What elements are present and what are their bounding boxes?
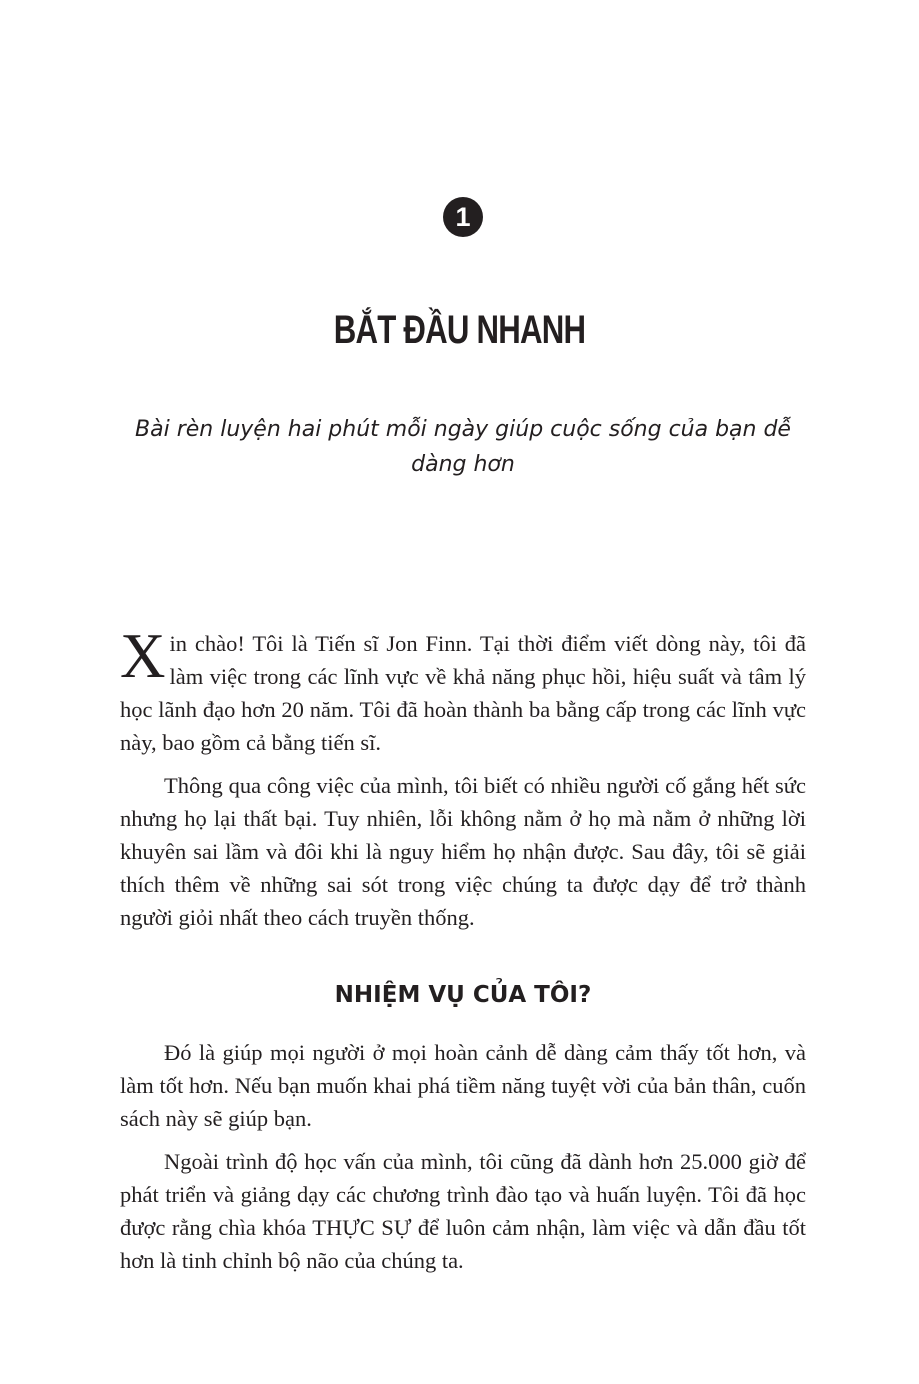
section-heading: NHIỆM VỤ CỦA TÔI? (334, 982, 592, 1008)
section-paragraph-2: Ngoài trình độ học vấn của mình, tôi cũng đã dành hơn 25.000 giờ để phát triển và giảng dạy các chương trình đào tạo và huấn luyện. Tôi đã học được rằng chìa khóa THỰC SỰ để luôn cảm nhận, làm việc và dẫn đầu tốt hơn là tinh chỉnh bộ não của chúng ta. (120, 1149, 806, 1273)
chapter-subtitle: Bài rèn luyện hai phút mỗi ngày giúp cuộc sống của bạn dễ dàng hơn (135, 417, 791, 477)
intro-paragraph-1 (120, 621, 806, 759)
intro-paragraph-2: Thông qua công việc của mình, tôi biết có nhiều người cố gắng hết sức nhưng họ lại thất bại. Tuy nhiên, lỗi không nằm ở họ mà nằm ở những lời khuyên sai lầm và đôi khi là nguy hiểm họ nhận được. Sau đây, tôi sẽ giải thích thêm về những sai sót trong việc chúng ta được dạy để trở thành người giỏi nhất theo cách truyền thống. (120, 773, 806, 930)
section-paragraph-1: Đó là giúp mọi người ở mọi hoàn cảnh dễ dàng cảm thấy tốt hơn, và làm tốt hơn. Nếu bạn muốn khai phá tiềm năng tuyệt vời của bản thân, cuốn sách này sẽ giúp bạn. (120, 1040, 806, 1131)
intro-paragraph-1-text: in chào! Tôi là Tiến sĩ Jon Finn. Tại thời điểm viết dòng này, tôi đã làm việc trong các lĩnh vực về khả năng phục hồi, hiệu suất và tâm lý học lãnh đạo hơn 20 năm. Tôi đã hoàn thành ba bằng cấp trong các lĩnh vực này, bao gồm cả bằng tiến sĩ. (120, 631, 806, 755)
intro-text (120, 621, 806, 944)
chapter-title: BẮT ĐẦU NHANH (333, 308, 586, 352)
drop-cap: X (120, 621, 166, 691)
chapter-number-badge: 1 (443, 197, 483, 237)
section-text (120, 1036, 806, 1287)
